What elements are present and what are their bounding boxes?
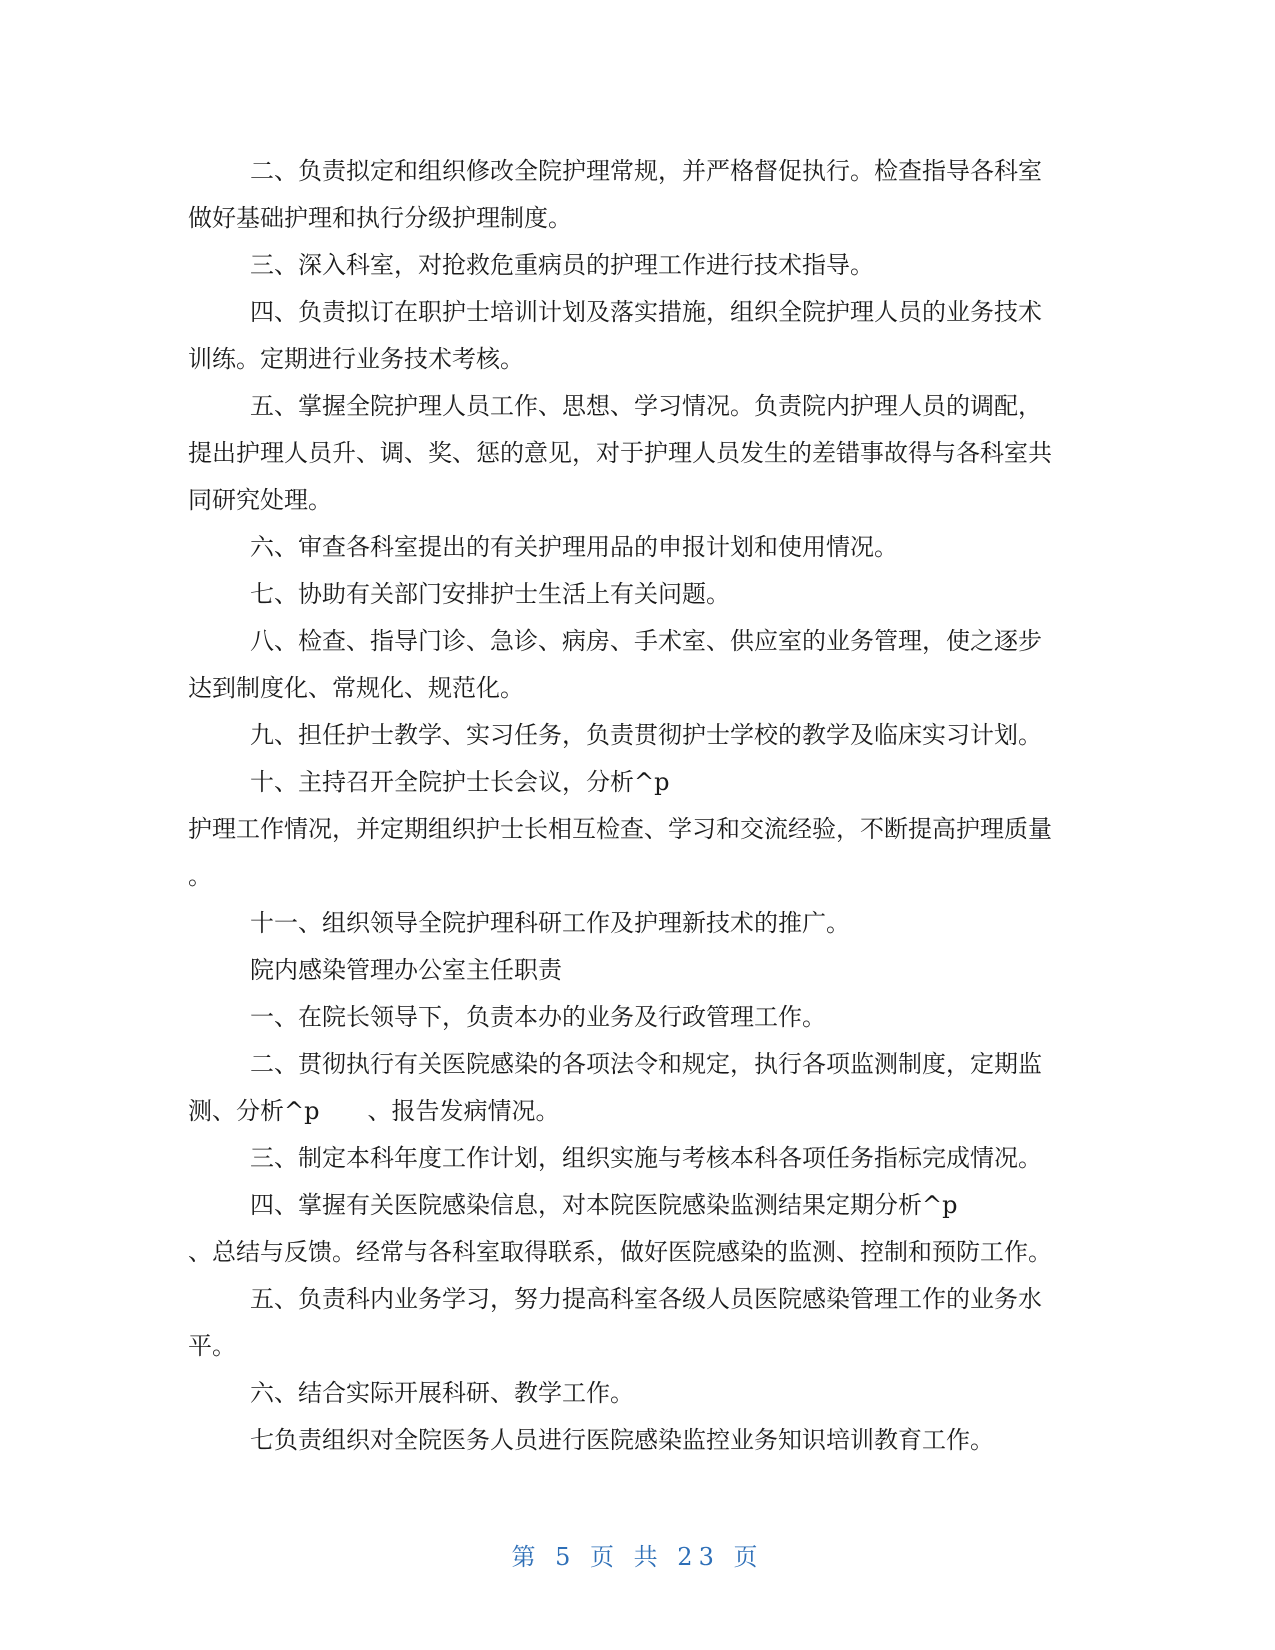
- paragraph-line: 做好基础护理和执行分级护理制度。: [188, 204, 572, 232]
- paragraph-line: 十、主持召开全院护士长会议，分析^p: [250, 768, 670, 796]
- paragraph-line: 二、负责拟定和组织修改全院护理常规，并严格督促执行。检查指导各科室: [250, 157, 1042, 185]
- paragraph-line: 七负责组织对全院医务人员进行医院感染监控业务知识培训教育工作。: [250, 1426, 994, 1454]
- paragraph: [188, 712, 1088, 759]
- paragraph: [188, 524, 1088, 571]
- paragraph-line: 七、协助有关部门安排护士生活上有关问题。: [250, 580, 730, 608]
- paragraph-line: 五、掌握全院护理人员工作、思想、学习情况。负责院内护理人员的调配，: [250, 392, 1042, 420]
- paragraph-line: 护理工作情况，并定期组织护士长相互检查、学习和交流经验，不断提高护理质量: [188, 815, 1052, 843]
- section-heading: [188, 947, 1088, 994]
- paragraph: [188, 994, 1088, 1041]
- paragraph-line: 测、分析^p 、报告发病情况。: [188, 1097, 560, 1125]
- section-heading-text: 院内感染管理办公室主任职责: [250, 956, 562, 984]
- paragraph-line: 八、检查、指导门诊、急诊、病房、手术室、供应室的业务管理，使之逐步: [250, 627, 1042, 655]
- paragraph: [188, 1182, 1088, 1276]
- paragraph-line: 一、在院长领导下，负责本办的业务及行政管理工作。: [250, 1003, 826, 1031]
- paragraph: [188, 1417, 1088, 1464]
- document-body: [188, 148, 1088, 1464]
- paragraph: [188, 1370, 1088, 1417]
- paragraph: [188, 1041, 1088, 1135]
- paragraph-line: 平。: [188, 1332, 236, 1360]
- page-number-footer: 第 5 页 共 23 页: [511, 1543, 764, 1571]
- paragraph: [188, 148, 1088, 242]
- paragraph: [188, 289, 1088, 383]
- paragraph-line: 、总结与反馈。经常与各科室取得联系，做好医院感染的监测、控制和预防工作。: [188, 1238, 1052, 1266]
- paragraph-line: 三、深入科室，对抢救危重病员的护理工作进行技术指导。: [250, 251, 874, 279]
- paragraph: [188, 1135, 1088, 1182]
- paragraph-line: 五、负责科内业务学习，努力提高科室各级人员医院感染管理工作的业务水: [250, 1285, 1042, 1313]
- paragraph-line: 。: [188, 862, 212, 890]
- paragraph-line: 训练。定期进行业务技术考核。: [188, 345, 524, 373]
- paragraph: [188, 1276, 1088, 1370]
- paragraph-line: 同研究处理。: [188, 486, 332, 514]
- paragraph-line: 六、审查各科室提出的有关护理用品的申报计划和使用情况。: [250, 533, 898, 561]
- paragraph: [188, 242, 1088, 289]
- paragraph: [188, 759, 1088, 900]
- paragraph-line: 四、掌握有关医院感染信息，对本院医院感染监测结果定期分析^p: [250, 1191, 958, 1219]
- paragraph-line: 达到制度化、常规化、规范化。: [188, 674, 524, 702]
- paragraph: [188, 571, 1088, 618]
- paragraph-line: 三、制定本科年度工作计划，组织实施与考核本科各项任务指标完成情况。: [250, 1144, 1042, 1172]
- paragraph: [188, 383, 1088, 524]
- paragraph-line: 提出护理人员升、调、奖、惩的意见，对于护理人员发生的差错事故得与各科室共: [188, 439, 1052, 467]
- paragraph-line: 六、结合实际开展科研、教学工作。: [250, 1379, 634, 1407]
- paragraph: [188, 900, 1088, 947]
- paragraph: [188, 618, 1088, 712]
- paragraph-line: 九、担任护士教学、实习任务，负责贯彻护士学校的教学及临床实习计划。: [250, 721, 1042, 749]
- paragraph-line: 四、负责拟订在职护士培训计划及落实措施，组织全院护理人员的业务技术: [250, 298, 1042, 326]
- paragraph-line: 二、贯彻执行有关医院感染的各项法令和规定，执行各项监测制度，定期监: [250, 1050, 1042, 1078]
- paragraph-line: 十一、组织领导全院护理科研工作及护理新技术的推广。: [250, 909, 850, 937]
